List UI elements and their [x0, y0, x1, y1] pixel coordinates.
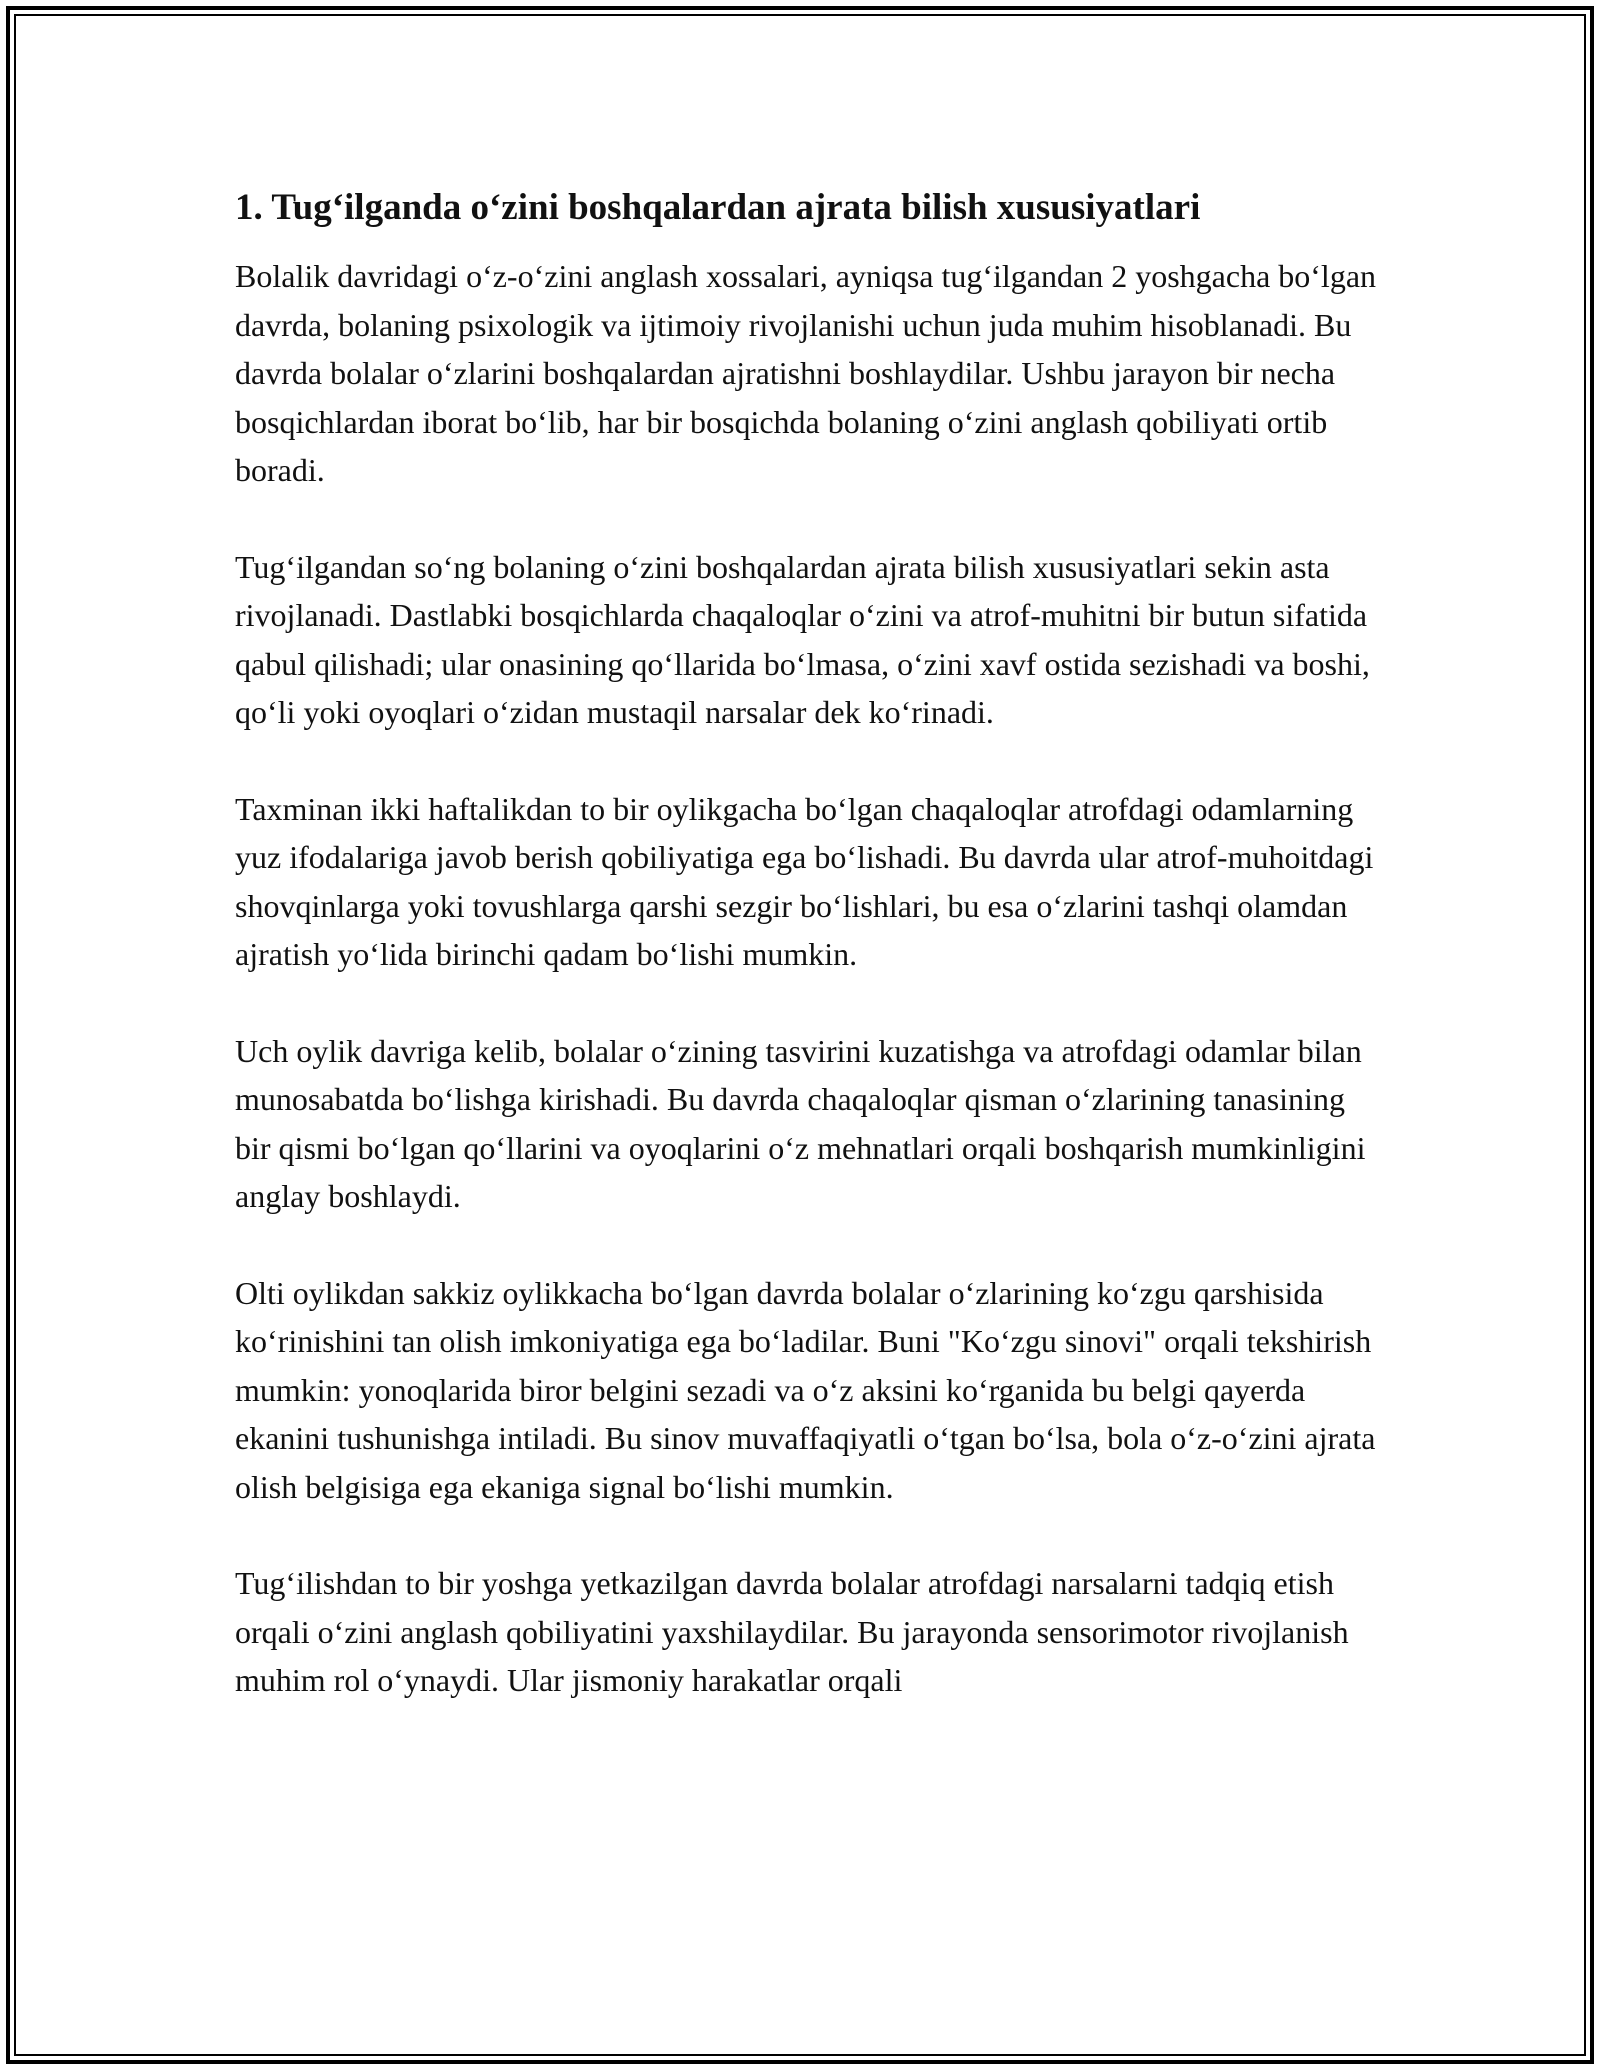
paragraph-2: Tug‘ilgandan so‘ng bolaning o‘zini boshqalardan ajrata bilish xususiyatlari sekin asta rivojlanadi. Dastlabki bosqichlarda chaqaloqlar o‘zini va atrof-muhitni bir butun sifatida qabul qilishadi; ular onasining qo‘llarida bo‘lmasa, o‘zini xavf ostida sezishadi va boshi, qo‘li yoki oyoqlari o‘zidan mustaqil narsalar dek ko‘rinadi. — [235, 548, 1370, 730]
paragraph-3: Taxminan ikki haftalikdan to bir oylikgacha bo‘lgan chaqaloqlar atrofdagi odamlarning yuz ifodalariga javob berish qobiliyatiga ega bo‘lishadi. Bu davrda ular atrof-muhoitdagi shovqinlarga yoki tovushlarga qarshi sezgir bo‘lishlari, bu esa o‘zlarini tashqi olamdan ajratish yo‘lida birinchi qadam bo‘lishi mumkin. — [235, 790, 1374, 972]
document-body — [235, 184, 1385, 1705]
paragraph-4: Uch oylik davriga kelib, bolalar o‘zining tasvirini kuzatishga va atrofdagi odamlar bilan munosabatda bo‘lishga kirishadi. Bu davrda chaqaloqlar qisman o‘zlarining tanasining bir qismi bo‘lgan qo‘llarini va oyoqlarini o‘z mehnatlari orqali boshqarish mumkinligini anglay boshlaydi. — [235, 1032, 1366, 1214]
section-heading: 1. Tug‘ilganda o‘zini boshqalardan ajrata bilish xususiyatlari — [235, 187, 1201, 228]
paragraph-5: Olti oylikdan sakkiz oylikkacha bo‘lgan davrda bolalar o‘zlarining ko‘zgu qarshisida ko‘rinishini tan olish imkoniyatiga ega bo‘ladilar. Buni "Ko‘zgu sinovi" orqali tekshirish mumkin: yonoqlarida biror belgini sezadi va o‘z aksini ko‘rganida bu belgi qayerda ekanini tushunishga intiladi. Bu sinov muvaffaqiyatli o‘tgan bo‘lsa, bola o‘z-o‘zini ajrata olish belgisiga ega ekaniga signal bo‘lishi mumkin. — [235, 1274, 1376, 1505]
paragraph-6: Tug‘ilishdan to bir yoshga yetkazilgan davrda bolalar atrofdagi narsalarni tadqiq etish orqali o‘zini anglash qobiliyatini yaxshilaydilar. Bu jarayonda sensorimotor rivojlanish muhim rol o‘ynaydi. Ular jismoniy harakatlar orqali — [235, 1565, 1349, 1698]
paragraph-1: Bolalik davridagi o‘z-o‘zini anglash xossalari, ayniqsa tug‘ilgandan 2 yoshgacha bo‘lgan davrda, bolaning psixologik va ijtimoiy rivojlanishi uchun juda muhim hisoblanadi. Bu davrda bolalar o‘zlarini boshqalardan ajratishni boshlaydilar. Ushbu jarayon bir necha bosqichlardan iborat bo‘lib, har bir bosqichda bolaning o‘zini anglash qobiliyati ortib boradi. — [235, 258, 1377, 488]
